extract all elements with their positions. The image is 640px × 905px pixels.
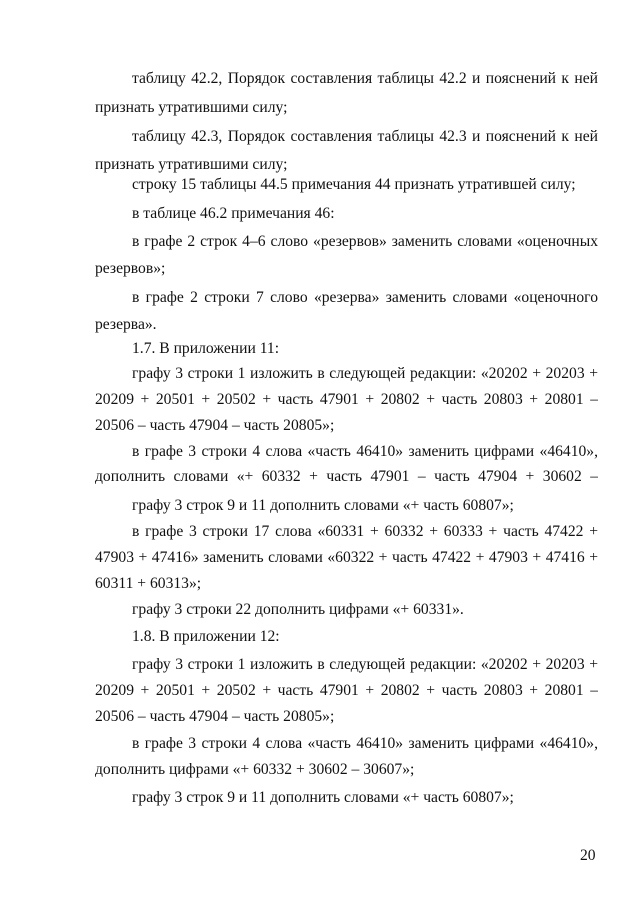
text-line: в таблице 46.2 примечания 46: [132,205,335,222]
text-line: резервов»; [95,260,166,277]
text-line: 20209 + 20501 + 20502 + часть 47901 + 20802 + часть 20803 + 20801 – [95,682,598,699]
section-heading: 1.8. В приложении 12: [132,628,280,645]
text-line: графу 3 строк 9 и 11 дополнить словами «+ часть 60807»; [132,789,514,806]
text-line: 20209 + 20501 + 20502 + часть 47901 + 20802 + часть 20803 + 20801 – [95,391,598,408]
text-line: в графе 2 строк 4–6 слово «резервов» заменить словами «оценочных [132,233,598,250]
text-line: в графе 3 строки 4 слова «часть 46410» заменить цифрами «46410», [132,443,598,460]
text-line: таблицу 42.3, Порядок составления таблицы 42.3 и пояснений к ней [132,128,598,145]
text-line: строку 15 таблицы 44.5 примечания 44 признать утратившей силу; [132,176,576,193]
text-line: признать утратившими силу; [95,99,288,116]
text-line: 20506 – часть 47904 – часть 20805»; [95,708,335,725]
text-line: графу 3 строк 9 и 11 дополнить словами «+ часть 60807»; [132,497,514,514]
text-line: 47903 + 47416» заменить словами «60322 + часть 47422 + 47903 + 47416 + [95,549,598,566]
text-line: в графе 3 строки 17 слова «60331 + 60332 + 60333 + часть 47422 + [132,523,598,540]
page-number: 20 [580,847,596,864]
text-line: графу 3 строки 1 изложить в следующей редакции: «20202 + 20203 + [132,656,598,673]
text-line: в графе 3 строки 4 слова «часть 46410» заменить цифрами «46410», [132,735,598,752]
text-line: графу 3 строки 1 изложить в следующей редакции: «20202 + 20203 + [132,365,598,382]
section-heading: 1.7. В приложении 11: [132,340,280,357]
text-line: дополнить цифрами «+ 60332 + 30602 – 30607»; [95,761,415,778]
text-line: таблицу 42.2, Порядок составления таблицы 42.2 и пояснений к ней [132,70,598,87]
text-line: в графе 2 строки 7 слово «резерва» заменить словами «оценочного [132,289,598,306]
text-line: дополнить словами «+ 60332 + часть 47901 – часть 47904 + 30602 – [95,468,598,485]
text-line: 20506 – часть 47904 – часть 20805»; [95,417,335,434]
text-line: признать утратившими силу; [95,156,288,173]
text-line: графу 3 строки 22 дополнить цифрами «+ 60331». [132,601,464,618]
text-line: резерва». [95,316,157,333]
text-line: 60311 + 60313»; [95,575,202,592]
